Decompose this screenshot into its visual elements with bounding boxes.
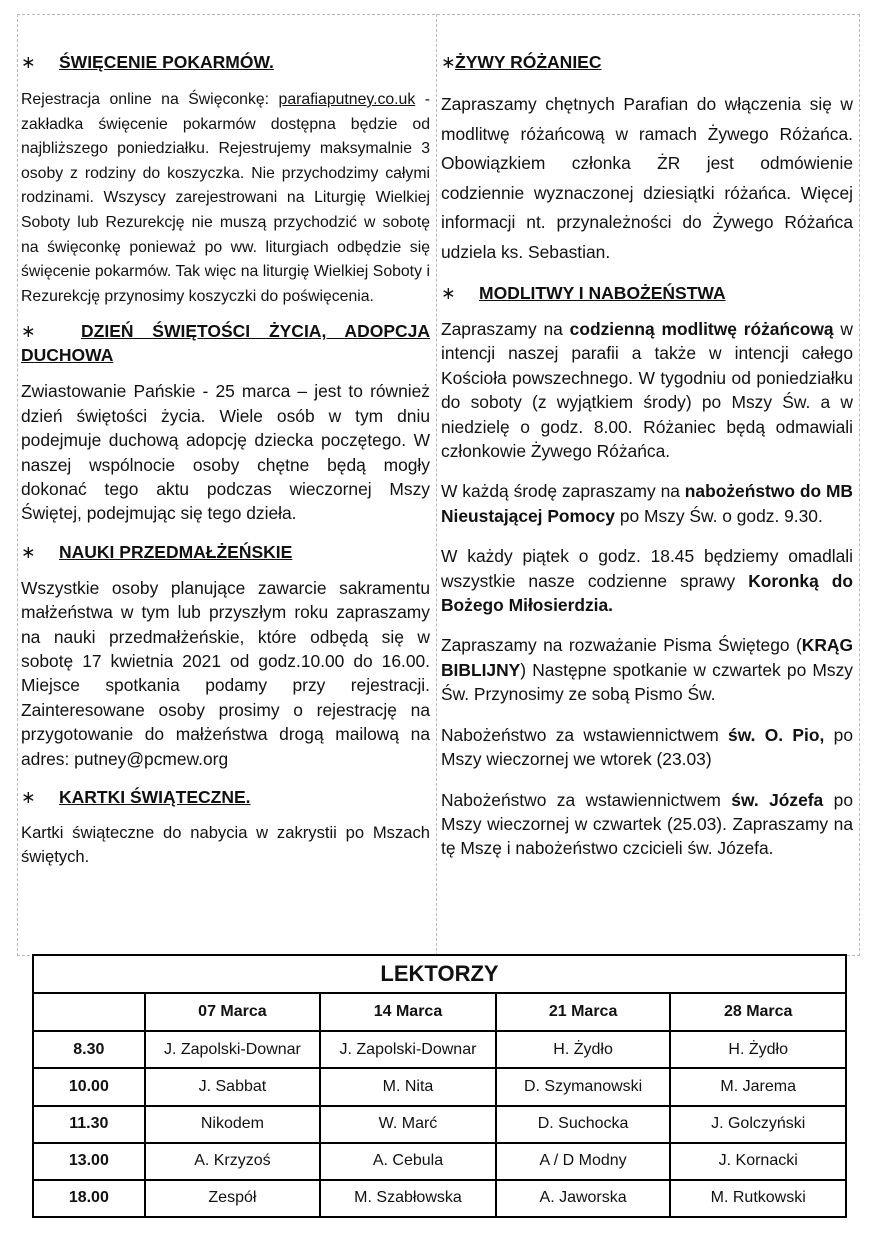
section-kartki: [21, 785, 430, 870]
bold-text: codzienną modlitwę różańcową: [569, 319, 834, 339]
website-link[interactable]: parafiaputney.co.uk: [278, 91, 416, 108]
table-cell: H. Żydło: [496, 1031, 671, 1068]
column-header: [33, 993, 145, 1031]
text: W każdą środę zapraszamy na: [441, 481, 685, 502]
table-cell: D. Suchocka: [496, 1106, 671, 1143]
text: W każdy piątek o godz. 18.45 będziemy omadlali wszystkie nasze codzienne sprawy: [441, 546, 853, 591]
table-cell: M. Jarema: [670, 1068, 846, 1105]
table-cell: J. Zapolski-Downar: [145, 1031, 321, 1068]
table-cell: M. Nita: [320, 1068, 496, 1105]
bold-text: Koronką do Bożego Miłosierdzia.: [441, 570, 853, 616]
lektorzy-table: [32, 954, 847, 1218]
bullet-star-icon: ∗: [21, 52, 36, 72]
table-title: LEKTORZY: [33, 955, 846, 993]
text: po Mszy wieczornej w czwartek (25.03). Zapraszamy na tę Mszę i nabożeństwo czcicieli św. Józefa.: [441, 789, 853, 859]
section-heading: [21, 540, 430, 564]
left-column: [21, 14, 430, 878]
table-cell: A. Jaworska: [496, 1180, 671, 1217]
table-row: [33, 1068, 846, 1105]
text: ) Następne spotkanie w czwartek po Mszy Św. Przynosimy ze sobą Pismo Św.: [441, 659, 853, 705]
heading-text: MODLITWY I NABOŻEŃSTWA: [479, 283, 726, 303]
paragraph-piatek: [441, 544, 853, 617]
table-row: [33, 1031, 846, 1068]
paragraph: [21, 88, 430, 309]
column-divider: [436, 14, 437, 956]
section-heading: [21, 319, 430, 367]
table-cell: M. Rutkowski: [670, 1180, 846, 1217]
bold-text: św. O. Pio,: [728, 724, 825, 745]
column-header: 28 Marca: [670, 993, 846, 1031]
column-header: 21 Marca: [496, 993, 671, 1031]
text: Zapraszamy na rozważanie Pisma Świętego (: [441, 635, 802, 656]
column-header: 14 Marca: [320, 993, 496, 1031]
paragraph-krag-biblijny: [441, 633, 853, 706]
table-cell: A / D Modny: [496, 1143, 671, 1180]
text: Zapraszamy na: [441, 319, 570, 339]
bold-text: KRĄG BIBLIJNY: [441, 635, 853, 680]
heading-text: NAUKI PRZEDMAŁŻEŃSKIE: [59, 541, 293, 562]
bold-text: nabożeństwo do MB Nieustającej Pomocy: [441, 481, 853, 526]
paragraph-rozaniec: [441, 317, 853, 463]
table-cell: A. Cebula: [320, 1143, 496, 1180]
time-cell: 8.30: [33, 1031, 145, 1068]
paragraph: Zapraszamy chętnych Parafian do włączenia się w modlitwę różańcową w ramach Żywego Różańca. Obowiązkiem członka ŻR jest odmówienie codziennie wyznaczonej dziesiątki różańca. Więcej informacji nt. przynależności do Żywego Różańca udziela ks. Sebastian.: [441, 94, 853, 262]
bold-text: św. Józefa: [731, 789, 824, 810]
bullet-star-icon: ∗: [441, 52, 456, 72]
time-cell: 18.00: [33, 1180, 145, 1217]
text: - zakładka święcenie pokarmów dostępna będzie od najbliższego poniedziałku. Rejestrujemy maksymalnie 3 osoby z rodziny do koszyczka. Nie przychodzimy całymi rodzinami. Wszyscy zarejestrowani na Liturgię Wielkiej Soboty lub Rezurekcję nie muszą przychodzić w sobotę na święconkę ponieważ po ww. liturgiach odbędzie się święcenie pokarmów. Tak więc na liturgię Wielkiej Soboty i Rezurekcję przynosimy koszyczki do poświęcenia.: [21, 91, 430, 305]
time-cell: 13.00: [33, 1143, 145, 1180]
table-cell: D. Szymanowski: [496, 1068, 671, 1105]
table-cell: M. Szabłowska: [320, 1180, 496, 1217]
table-row: [33, 1106, 846, 1143]
paragraph-sroda: [441, 479, 853, 528]
paragraph: Kartki świąteczne do nabycia w zakrystii po Mszach świętych.: [21, 823, 430, 867]
section-heading: [21, 50, 430, 74]
table-cell: J. Sabbat: [145, 1068, 321, 1105]
table-cell: W. Marć: [320, 1106, 496, 1143]
text: po Mszy Św. o godz. 9.30.: [614, 505, 823, 526]
bullet-star-icon: ∗: [21, 787, 36, 808]
section-heading: [441, 281, 853, 305]
heading-text: ŚWIĘCENIE POKARMÓW.: [59, 52, 274, 72]
table-row: [33, 1180, 846, 1217]
table-cell: Zespół: [145, 1180, 321, 1217]
section-zywy-rozaniec: [441, 50, 853, 267]
time-cell: 11.30: [33, 1106, 145, 1143]
heading-text: ŻYWY RÓŻANIEC: [455, 52, 602, 72]
section-nauki: [21, 540, 430, 771]
table-row: [33, 1143, 846, 1180]
bullet-star-icon: ∗: [21, 321, 36, 342]
table-cell: Nikodem: [145, 1106, 321, 1143]
table-cell: A. Krzyzoś: [145, 1143, 321, 1180]
table-cell: J. Kornacki: [670, 1143, 846, 1180]
table-header-row: [33, 993, 846, 1031]
table-cell: H. Żydło: [670, 1031, 846, 1068]
text: Nabożeństwo za wstawiennictwem: [441, 724, 729, 745]
table-cell: J. Golczyński: [670, 1106, 846, 1143]
bullet-star-icon: ∗: [441, 283, 456, 303]
section-swiecenie: [21, 50, 430, 309]
text: Rejestracja online na Święconkę:: [21, 91, 279, 108]
text: po Mszy wieczornej we wtorek (23.03): [441, 724, 853, 770]
bullet-star-icon: ∗: [21, 541, 36, 562]
column-header: 07 Marca: [145, 993, 321, 1031]
paragraph-sw-jozef: [441, 788, 853, 861]
section-heading: [441, 50, 853, 74]
heading-text: KARTKI ŚWIĄTECZNE.: [59, 787, 251, 808]
right-column: [441, 14, 853, 869]
paragraph: Zwiastowanie Pańskie - 25 marca – jest to również dzień świętości życia. Wiele osób w tym dniu podejmuje duchową adopcję dziecka poczętego. W naszej wspólnocie osoby chętne będą mogły dokonać tego aktu podczas wieczornej Mszy Świętej, podejmując się tego dzieła.: [21, 381, 430, 524]
text: w intencji naszej parafii a także w intencji całego Kościoła powszechnego. W tygodniu od poniedziałku do soboty (z wyjątkiem środy) po Mszy Św. a w niedzielę o godz. 8.00. Różaniec będą odmawiali członkowie Żywego Różańca.: [441, 319, 853, 462]
section-modlitwy: [441, 281, 853, 861]
text: Nabożeństwo za wstawiennictwem: [441, 789, 732, 810]
heading-text: DZIEŃ ŚWIĘTOŚCI ŻYCIA, ADOPCJA DUCHOWA: [21, 321, 430, 366]
time-cell: 10.00: [33, 1068, 145, 1105]
paragraph-o-pio: [441, 723, 853, 772]
table-cell: J. Zapolski-Downar: [320, 1031, 496, 1068]
paragraph: Wszystkie osoby planujące zawarcie sakramentu małżeństwa w tym lub przyszłym roku zapraszamy na nauki przedmałżeńskie, które odbędą się w sobotę 17 kwietnia 2021 od godz.10.00 do 16.00. Miejsce spotkania podamy przy rejestracji. Zainteresowane osoby prosimy o rejestrację na przygotowanie do małżeństwa drogą mailową na adres: putney@pcmew.org: [21, 577, 430, 769]
section-dzien-swietosci: [21, 319, 430, 525]
section-heading: [21, 785, 430, 809]
